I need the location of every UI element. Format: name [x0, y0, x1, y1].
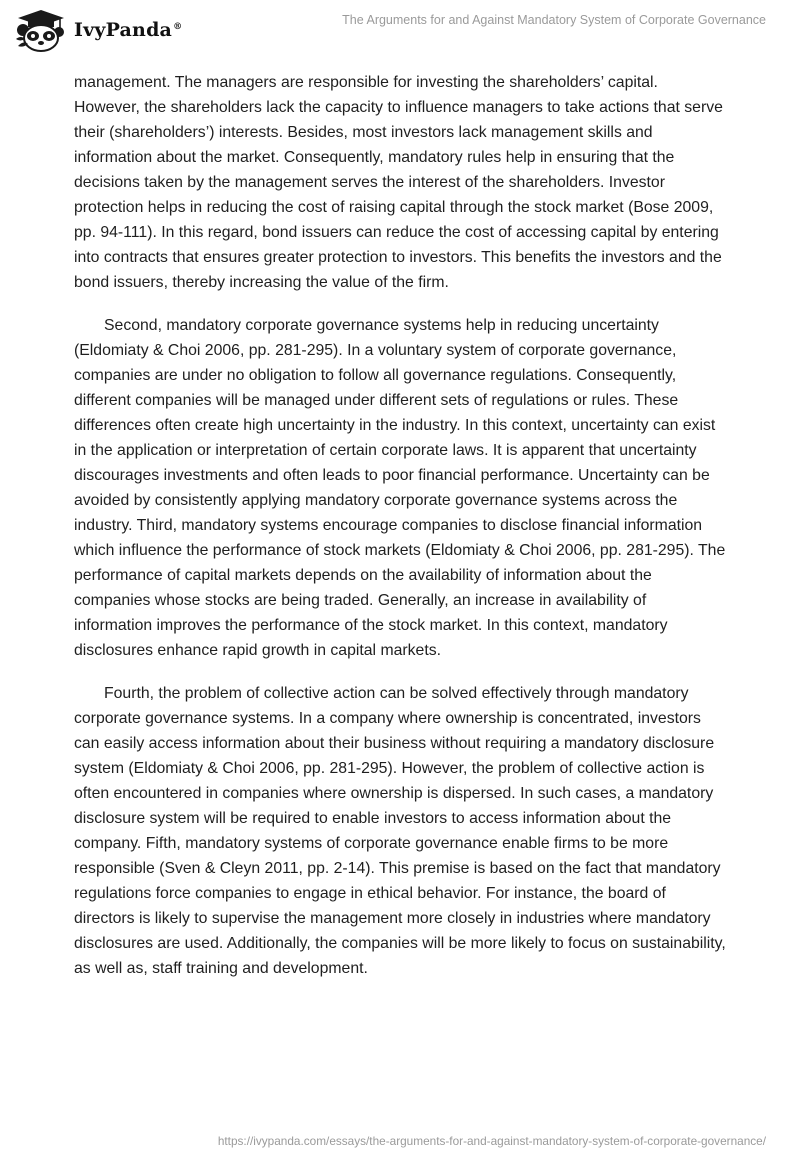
panda-graduate-icon [14, 8, 68, 52]
paragraph: Second, mandatory corporate governance systems help in reducing uncertainty (Eldomiaty & Choi 2006, pp. 281-295). In a voluntary system of corporate governance, companies are under no obligation to follow all governance regulations. Consequently, different companies will be managed under different sets of regulations or rules. These differences often create high uncertainty in the industry. In this context, uncertainty can exist in the application or interpretation of certain corporate laws. It is apparent that uncertainty discourages investments and often leads to poor financial performance. Uncertainty can be avoided by consistently applying mandatory corporate governance systems across the industry. Third, mandatory systems encourage companies to disclose financial information which influence the performance of stock markets (Eldomiaty & Choi 2006, pp. 281-295). The performance of capital markets depends on the availability of information about the companies whose stocks are being traded. Generally, an increase in availability of information improves the performance of the stock market. In this context, mandatory disclosures enhance rapid growth in capital markets. [74, 317, 726, 659]
paragraph: Fourth, the problem of collective action can be solved effectively through mandatory corporate governance systems. In a company where ownership is concentrated, investors can easily access information about their business without requiring a mandatory disclosure system (Eldomiaty & Choi 2006, pp. 281-295). However, the problem of collective action is often encountered in companies where ownership is dispersed. In such cases, a mandatory disclosure system will be required to enable investors to access information about the company. Fifth, mandatory systems of corporate governance enable firms to be more responsible (Sven & Cleyn 2011, pp. 2-14). This premise is based on the fact that mandatory regulations force companies to engage in ethical behavior. For instance, the board of directors is likely to supervise the management more closely in industries where mandatory disclosures are used. Additionally, the companies will be more likely to focus on sustainability, as well as, staff training and development. [74, 685, 726, 977]
document-title: The Arguments for and Against Mandatory System of Corporate Governance [342, 13, 766, 27]
page-header [0, 0, 800, 70]
source-url[interactable]: https://ivypanda.com/essays/the-arguments-for-and-against-mandatory-system-of-corporate-governance/ [217, 1134, 766, 1148]
essay-body [74, 70, 726, 999]
ivypanda-logo[interactable] [14, 8, 182, 52]
brand-name: IvyPanda® [74, 19, 183, 41]
paragraph: management. The managers are responsible for investing the shareholders’ capital. However, the shareholders lack the capacity to influence managers to take actions that serve their (shareholders’) interests. Besides, most investors lack management skills and information about the market. Consequently, mandatory rules help in ensuring that the decisions taken by the management serves the interest of the shareholders. Investor protection helps in reducing the cost of raising capital through the stock market (Bose 2009, pp. 94-111). In this regard, bond issuers can reduce the cost of accessing capital by entering into contracts that ensures greater protection to investors. This benefits the investors and the bond issuers, thereby increasing the value of the firm. [74, 74, 723, 291]
registered-mark: ® [173, 21, 183, 32]
